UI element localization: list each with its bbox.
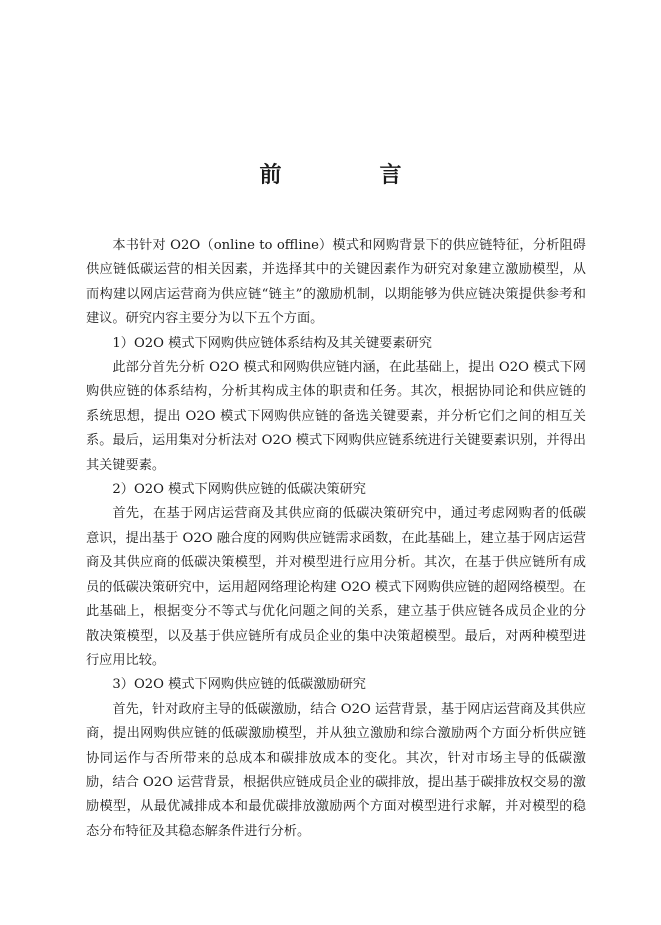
section-heading-3: 3）O2O 模式下网购供应链的低碳激励研究 [112,677,366,693]
section-paragraph-1: 此部分首先分析 O2O 模式和网购供应链内涵，在此基础上，提出 O2O 模式下网购供应链的体系结构，分析其构成主体的职责和任务。其次，根据协同论和供应链的系统思想，提出 O2O 模式下网购供应链的备选关键要素，并分析它们之间的相互关系。最后，运用集对分析法对 O2O 模式下网购供应链系统进行关键要素识别，并得出其关键要素。 [86,360,586,473]
page-title: 前 言 [259,162,440,188]
section-paragraph-3: 首先，针对政府主导的低碳激励，结合 O2O 运营背景，基于网店运营商及其供应商，提出网购供应链的低碳激励模型，并从独立激励和综合激励两个方面分析供应链协同运作与否所带来的总成本和碳排放成本的变化。其次，针对市场主导的低碳激励，结合 O2O 运营背景，根据供应链成员企业的碳排放，提出基于碳排放权交易的激励模型，从最优减排成本和最优碳排放激励两个方面对模型进行求解，并对模型的稳态分布特征及其稳态解条件进行分析。 [86,701,586,839]
intro-paragraph: 本书针对 O2O（online to offline）模式和网购背景下的供应链特征，分析阻碍供应链低碳运营的相关因素，并选择其中的关键因素作为研究对象建立激励模型，从而构建以网店运营商为供应链“链主”的激励机制，以期能够为供应链决策提供参考和建议。研究内容主要分为以下五个方面。 [86,238,586,327]
section-heading-2: 2）O2O 模式下网购供应链的低碳决策研究 [112,482,366,498]
document-body [86,234,586,844]
section-paragraph-2: 首先，在基于网店运营商及其供应商的低碳决策研究中，通过考虑网购者的低碳意识，提出基于 O2O 融合度的网购供应链需求函数，在此基础上，建立基于网店运营商及其供应商的低碳决策模型，并对模型进行应用分析。其次，在基于供应链所有成员的低碳决策研究中，运用超网络理论构建 O2O 模式下网购供应链的超网络模型。在此基础上，根据变分不等式与优化问题之间的关系，建立基于供应链各成员企业的分散决策模型，以及基于供应链所有成员企业的集中决策超模型。最后，对两种模型进行应用比较。 [86,506,586,668]
section-heading-1: 1）O2O 模式下网购供应链体系结构及其关键要素研究 [112,335,432,351]
